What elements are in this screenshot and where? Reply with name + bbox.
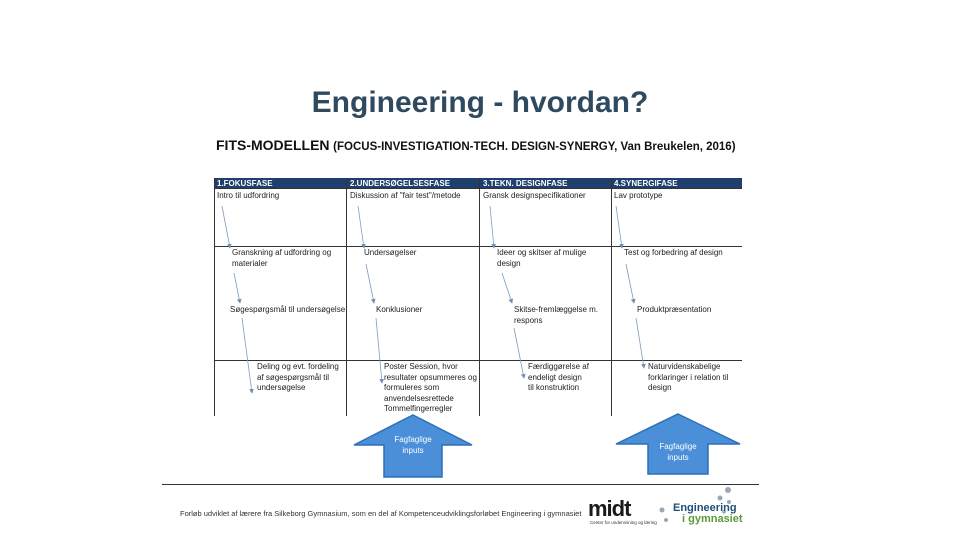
cell-r2-c2: Undersøgelser [364,248,417,257]
gymnasiet-logo-text: i gymnasiet [682,513,743,525]
slide-title: Engineering - hvordan? [311,86,649,119]
fits-table [214,178,742,416]
model-heading [216,137,736,153]
cell-r2-c1: Granskning af udfordring og materialer [232,248,332,268]
engineering-logo-text: Engineering [673,502,737,514]
footer-divider [162,484,759,485]
model-name: FITS-MODELLEN [216,137,330,153]
column-header-synergifase: 4.SYNERGIFASE [614,179,678,188]
model-subheading: (FOCUS-INVESTIGATION-TECH. DESIGN-SYNERGY, Van Breukelen, 2016) [333,141,736,153]
cell-r3-c4: Produktpræsentation [637,305,712,314]
column-header-undersoegelsesfase: 2.UNDERSØGELSESFASE [350,179,451,188]
flow-arrows [214,178,742,416]
cell-r1-c2: Diskussion af "fair test"/metode [350,191,461,200]
cell-r1-c1: Intro til udfordring [217,191,280,200]
cell-r4-c1: Deling og evt. fordeling af søgespørgsmål til undersøgelse [257,362,339,392]
cell-r4-c2: Poster Session, hvor resultater opsummeres og formuleres som anvendelsesrettede Tommelfingerregler [384,362,477,413]
cell-r1-c4: Lav prototype [614,191,663,200]
cell-r3-c3: Skitse-fremlæggelse m. respons [514,305,599,325]
cell-r2-c4: Test og forbedring af design [624,248,723,257]
footer-text: Forløb udviklet af lærere fra Silkeborg Gymnasium, som en del af Kompetenceudviklingsforløbet Engineering i gymnasiet [180,509,582,518]
midt-logo: midt [588,496,631,521]
column-header-fokusfase: 1.FOKUSFASE [217,179,273,188]
cell-r3-c1: Søgespørgsmål til undersøgelse [230,305,346,314]
midt-logo-subtitle: Center for undervisning og læring [590,520,657,525]
cell-r1-c3: Gransk designspecifikationer [483,191,586,200]
cell-r3-c2: Konklusioner [376,305,423,314]
input-arrow-right-label: Fagfaglige inputs [659,442,697,462]
cell-r2-c3: Ideer og skitser af mulige design [497,248,587,268]
input-arrow-left-label: Fagfaglige inputs [394,435,432,455]
column-header-designfase: 3.TEKN. DESIGNFASE [483,179,568,188]
cell-r4-c4: Naturvidenskabelige forklaringer i relation til design [648,362,729,392]
cell-r4-c3: Færdiggørelse af endeligt design til konstruktion [528,362,589,392]
